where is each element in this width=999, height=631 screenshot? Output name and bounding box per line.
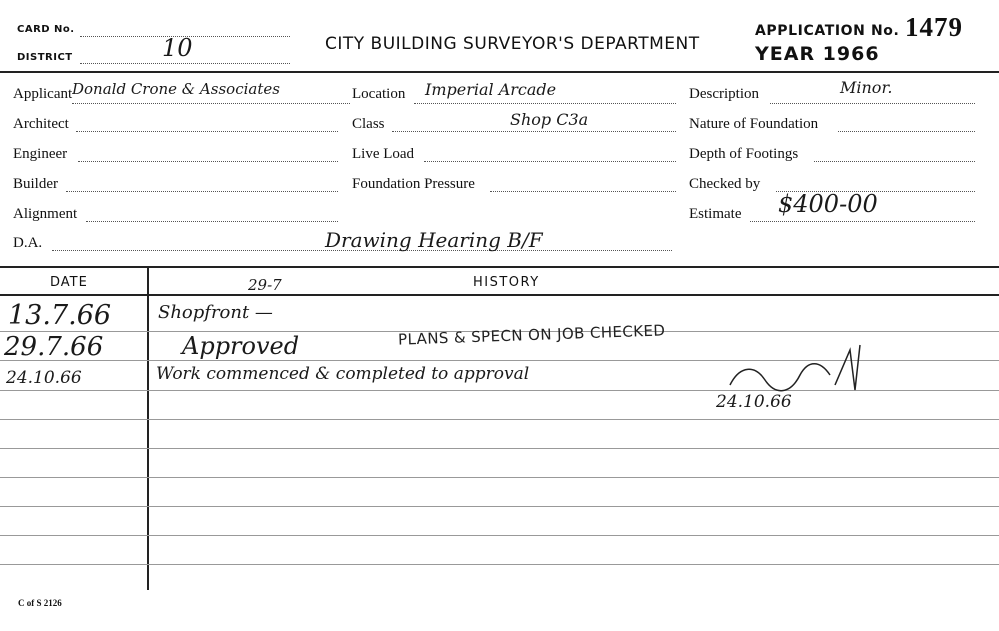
- location-value: Imperial Arcade: [425, 80, 557, 99]
- history-header: HISTORY: [473, 275, 540, 290]
- depth-of-footings-line: [814, 161, 975, 162]
- live-load-label: Live Load: [352, 146, 415, 162]
- history-text: Approved: [182, 332, 300, 360]
- history-text: Work commenced & completed to approval: [156, 364, 530, 384]
- history-note: 29-7: [248, 276, 282, 294]
- engineer-line: [78, 161, 338, 162]
- live-load-line: [424, 161, 676, 162]
- applicant-line: [72, 103, 350, 104]
- header-divider: [0, 71, 999, 73]
- application-no-value: 1479: [905, 12, 963, 42]
- estimate-label: Estimate: [689, 206, 742, 222]
- history-rule: [0, 564, 999, 565]
- history-rule: [0, 506, 999, 507]
- year-label: YEAR 1966: [755, 43, 880, 65]
- history-rule: [0, 535, 999, 536]
- history-top-rule: [0, 266, 999, 268]
- history-date: 13.7.66: [8, 300, 112, 331]
- date-column-divider: [147, 268, 149, 590]
- history-rule: [0, 448, 999, 449]
- engineer-label: Engineer: [13, 146, 68, 162]
- history-rule: [0, 419, 999, 420]
- location-line: [414, 103, 676, 104]
- history-signoff-date: 24.10.66: [716, 392, 792, 412]
- builder-line: [66, 191, 338, 192]
- class-line: [392, 131, 676, 132]
- application-no-label: APPLICATION No.: [755, 23, 900, 39]
- district-value: 10: [162, 34, 193, 62]
- history-date: 29.7.66: [4, 332, 104, 362]
- nature-of-foundation-line: [838, 131, 975, 132]
- class-value: Shop C3a: [510, 110, 589, 129]
- alignment-label: Alignment: [13, 206, 78, 222]
- plans-checked-stamp: PLANS & SPECN ON JOB CHECKED: [397, 321, 666, 349]
- description-value: Minor.: [840, 78, 893, 97]
- estimate-line: [750, 221, 975, 222]
- history-text: Shopfront —: [158, 302, 273, 323]
- card-no-label: CARD No.: [17, 24, 75, 35]
- nature-of-foundation-label: Nature of Foundation: [689, 116, 819, 132]
- district-line: [80, 63, 290, 64]
- alignment-line: [86, 221, 338, 222]
- architect-label: Architect: [13, 116, 69, 132]
- district-label: DISTRICT: [17, 52, 73, 63]
- department-title: CITY BUILDING SURVEYOR'S DEPARTMENT: [325, 34, 700, 54]
- depth-of-footings-label: Depth of Footings: [689, 146, 799, 162]
- applicant-value: Donald Crone & Associates: [72, 80, 280, 98]
- history-rule: [0, 477, 999, 478]
- da-label: D.A.: [13, 235, 43, 251]
- foundation-pressure-label: Foundation Pressure: [352, 176, 475, 192]
- estimate-value: $400-00: [778, 190, 878, 218]
- date-header: DATE: [50, 275, 88, 290]
- class-label: Class: [352, 116, 385, 132]
- builder-label: Builder: [13, 176, 58, 192]
- location-label: Location: [352, 86, 406, 102]
- history-date: 24.10.66: [6, 368, 82, 388]
- form-code: C of S 2126: [18, 598, 62, 608]
- checked-by-label: Checked by: [689, 176, 761, 192]
- history-header-rule: [0, 294, 999, 296]
- description-label: Description: [689, 86, 759, 102]
- foundation-pressure-line: [490, 191, 676, 192]
- applicant-label: Applicant: [13, 86, 73, 102]
- description-line: [770, 103, 975, 104]
- inspector-signature: [720, 345, 920, 415]
- da-value: Drawing Hearing B/F: [325, 228, 543, 252]
- architect-line: [76, 131, 338, 132]
